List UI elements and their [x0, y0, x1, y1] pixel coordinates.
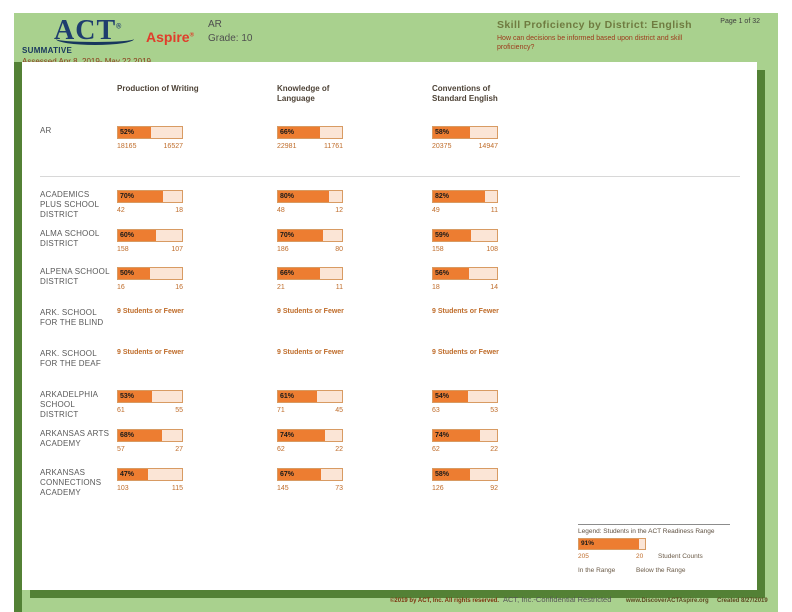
proficiency-bar [432, 229, 498, 242]
proficiency-bar [117, 229, 183, 242]
confidential-text: ACT, Inc.-Confidential Restricted [503, 595, 612, 604]
below-range-count: 11761 [324, 143, 343, 150]
legend-counts-row [578, 553, 730, 562]
cell-production [117, 468, 183, 492]
below-range-count: 22 [490, 446, 498, 453]
proficiency-bar [432, 390, 498, 403]
in-range-count: 158 [432, 246, 444, 253]
below-range-count: 27 [175, 446, 183, 453]
cell-knowledge [277, 308, 343, 315]
bar-percent-label: 61% [280, 393, 295, 400]
student-counts [432, 284, 498, 291]
proficiency-bar [117, 468, 183, 481]
student-counts [277, 485, 343, 492]
legend-in-range-label: In the Range [578, 567, 616, 574]
suppressed-note: 9 Students or Fewer [432, 308, 499, 315]
cell-knowledge [277, 429, 343, 453]
cell-knowledge [277, 229, 343, 253]
bar-percent-label: 58% [435, 471, 450, 478]
cell-knowledge [277, 349, 343, 356]
legend-percent-label: 91% [581, 540, 595, 547]
legend-bar [578, 538, 646, 550]
below-range-count: 108 [486, 246, 498, 253]
legend-counts-label: Student Counts [658, 553, 703, 560]
section-divider [40, 176, 740, 177]
below-range-count: 11 [335, 284, 343, 291]
act-logo-text: ACT® [54, 15, 123, 47]
green-background [14, 13, 778, 612]
cell-production [117, 229, 183, 253]
bar-percent-label: 52% [120, 129, 135, 136]
bar-percent-label: 82% [435, 193, 450, 200]
district-label: ARKANSAS ARTS ACADEMY [40, 429, 110, 448]
in-range-count: 21 [277, 284, 285, 291]
bar-percent-label: 59% [435, 232, 450, 239]
bar-percent-label: 67% [280, 471, 295, 478]
proficiency-bar [432, 429, 498, 442]
in-range-count: 71 [277, 407, 285, 414]
student-counts [117, 143, 183, 150]
cell-knowledge [277, 126, 343, 150]
logo-swoosh-icon [56, 33, 134, 45]
cell-conventions [432, 429, 498, 453]
cell-knowledge [277, 190, 343, 214]
proficiency-bar [432, 190, 498, 203]
legend-range-labels [578, 567, 730, 576]
content-area [22, 62, 757, 590]
registered-mark-icon: ® [189, 32, 194, 39]
below-range-count: 80 [335, 246, 343, 253]
aspire-logo-text: Aspire® [146, 29, 194, 45]
legend-title: Legend: Students in the ACT Readiness Range [578, 528, 715, 535]
below-range-count: 16 [175, 284, 183, 291]
proficiency-bar [277, 468, 343, 481]
in-range-count: 16 [117, 284, 125, 291]
proficiency-bar [117, 429, 183, 442]
student-counts [432, 207, 498, 214]
proficiency-bar [117, 267, 183, 280]
student-counts [117, 246, 183, 253]
cell-production [117, 390, 183, 414]
cell-production [117, 190, 183, 214]
in-range-count: 62 [432, 446, 440, 453]
student-counts [117, 407, 183, 414]
below-range-count: 12 [335, 207, 343, 214]
in-range-count: 57 [117, 446, 125, 453]
below-range-count: 11 [490, 207, 498, 214]
bar-percent-label: 54% [435, 393, 450, 400]
student-counts [432, 143, 498, 150]
cell-production [117, 126, 183, 150]
in-range-count: 48 [277, 207, 285, 214]
below-range-count: 107 [171, 246, 183, 253]
student-counts [432, 246, 498, 253]
cell-conventions [432, 308, 498, 315]
column-header-conventions: Conventions of Standard English [432, 84, 498, 103]
district-label: AR [40, 126, 52, 135]
proficiency-bar [117, 390, 183, 403]
below-range-count: 16527 [163, 143, 183, 150]
district-label: ARK. SCHOOL FOR THE BLIND [40, 308, 104, 327]
bar-percent-label: 60% [120, 232, 135, 239]
below-range-count: 53 [490, 407, 498, 414]
proficiency-bar [277, 267, 343, 280]
bar-percent-label: 74% [435, 432, 450, 439]
suppressed-note: 9 Students or Fewer [277, 349, 344, 356]
student-counts [432, 407, 498, 414]
in-range-count: 126 [432, 485, 444, 492]
below-range-count: 115 [171, 485, 183, 492]
bar-percent-label: 80% [280, 193, 295, 200]
student-counts [277, 143, 343, 150]
bar-percent-label: 58% [435, 129, 450, 136]
suppressed-note: 9 Students or Fewer [117, 349, 184, 356]
in-range-count: 42 [117, 207, 125, 214]
bar-percent-label: 47% [120, 471, 135, 478]
below-range-count: 92 [490, 485, 498, 492]
student-counts [277, 284, 343, 291]
cell-conventions [432, 190, 498, 214]
in-range-count: 103 [117, 485, 129, 492]
legend [578, 524, 730, 576]
suppressed-note: 9 Students or Fewer [432, 349, 499, 356]
student-counts [432, 446, 498, 453]
below-range-count: 45 [335, 407, 343, 414]
student-counts [117, 284, 183, 291]
column-header-knowledge-of-language: Knowledge of Language [277, 84, 330, 103]
proficiency-bar [117, 126, 183, 139]
student-counts [117, 446, 183, 453]
proficiency-bar [117, 190, 183, 203]
legend-below-count: 20 [636, 553, 644, 560]
copyright-text: ©2019 by ACT, Inc. All rights reserved. [390, 598, 500, 604]
cell-conventions [432, 229, 498, 253]
bar-percent-label: 56% [435, 270, 450, 277]
cell-conventions [432, 390, 498, 414]
in-range-count: 145 [277, 485, 289, 492]
below-range-count: 55 [175, 407, 183, 414]
cell-knowledge [277, 390, 343, 414]
registered-mark-icon: ® [116, 24, 123, 31]
grade-label: Grade: 10 [208, 33, 253, 44]
below-range-count: 14947 [478, 143, 498, 150]
proficiency-bar [432, 126, 498, 139]
district-label: ARK. SCHOOL FOR THE DEAF [40, 349, 101, 368]
in-range-count: 62 [277, 446, 285, 453]
below-range-count: 73 [335, 485, 343, 492]
cell-production [117, 267, 183, 291]
student-counts [277, 246, 343, 253]
report-question: How can decisions be informed based upon district and skill proficiency? [497, 35, 683, 51]
student-counts [117, 485, 183, 492]
cell-production [117, 349, 183, 356]
bar-percent-label: 50% [120, 270, 135, 277]
proficiency-bar [277, 190, 343, 203]
in-range-count: 22981 [277, 143, 297, 150]
cell-knowledge [277, 468, 343, 492]
bar-percent-label: 66% [280, 270, 295, 277]
district-label: ACADEMICS PLUS SCHOOL DISTRICT [40, 190, 99, 219]
proficiency-bar [432, 468, 498, 481]
proficiency-bar [277, 390, 343, 403]
region-grade-block [208, 18, 252, 46]
proficiency-bar [277, 429, 343, 442]
website-text: www.DiscoverACTAspire.org [626, 598, 709, 604]
student-counts [277, 446, 343, 453]
bar-percent-label: 68% [120, 432, 135, 439]
suppressed-note: 9 Students or Fewer [117, 308, 184, 315]
district-label: ARKANSAS CONNECTIONS ACADEMY [40, 468, 102, 497]
in-range-count: 186 [277, 246, 289, 253]
proficiency-bar [277, 126, 343, 139]
in-range-count: 20375 [432, 143, 452, 150]
cell-conventions [432, 267, 498, 291]
below-range-count: 22 [335, 446, 343, 453]
cell-production [117, 308, 183, 315]
in-range-count: 61 [117, 407, 125, 414]
report-title: Skill Proficiency by District: English [497, 19, 692, 31]
bar-percent-label: 70% [120, 193, 135, 200]
cell-knowledge [277, 267, 343, 291]
in-range-count: 18 [432, 284, 440, 291]
cell-conventions [432, 126, 498, 150]
created-date: Created 8/27/2019 [717, 598, 768, 604]
in-range-count: 63 [432, 407, 440, 414]
legend-in-range-count: 205 [578, 553, 589, 560]
below-range-count: 18 [175, 207, 183, 214]
bar-percent-label: 74% [280, 432, 295, 439]
in-range-count: 158 [117, 246, 129, 253]
cell-conventions [432, 349, 498, 356]
bar-percent-label: 53% [120, 393, 135, 400]
student-counts [277, 407, 343, 414]
region-label: AR [208, 19, 222, 30]
below-range-count: 14 [490, 284, 498, 291]
legend-below-range-label: Below the Range [636, 567, 686, 574]
district-label: ALMA SCHOOL DISTRICT [40, 229, 100, 248]
student-counts [432, 485, 498, 492]
in-range-count: 18165 [117, 143, 137, 150]
bar-percent-label: 66% [280, 129, 295, 136]
page-number: Page 1 of 32 [720, 18, 760, 25]
bar-percent-label: 70% [280, 232, 295, 239]
in-range-count: 49 [432, 207, 440, 214]
district-label: ALPENA SCHOOL DISTRICT [40, 267, 110, 286]
column-header-production-of-writing: Production of Writing [117, 84, 199, 93]
proficiency-bar [277, 229, 343, 242]
left-accent-stripe [14, 62, 22, 612]
proficiency-bar [432, 267, 498, 280]
district-label: ARKADELPHIA SCHOOL DISTRICT [40, 390, 98, 419]
cell-production [117, 429, 183, 453]
student-counts [277, 207, 343, 214]
cell-conventions [432, 468, 498, 492]
student-counts [117, 207, 183, 214]
summative-label: SUMMATIVE [22, 46, 73, 55]
suppressed-note: 9 Students or Fewer [277, 308, 344, 315]
